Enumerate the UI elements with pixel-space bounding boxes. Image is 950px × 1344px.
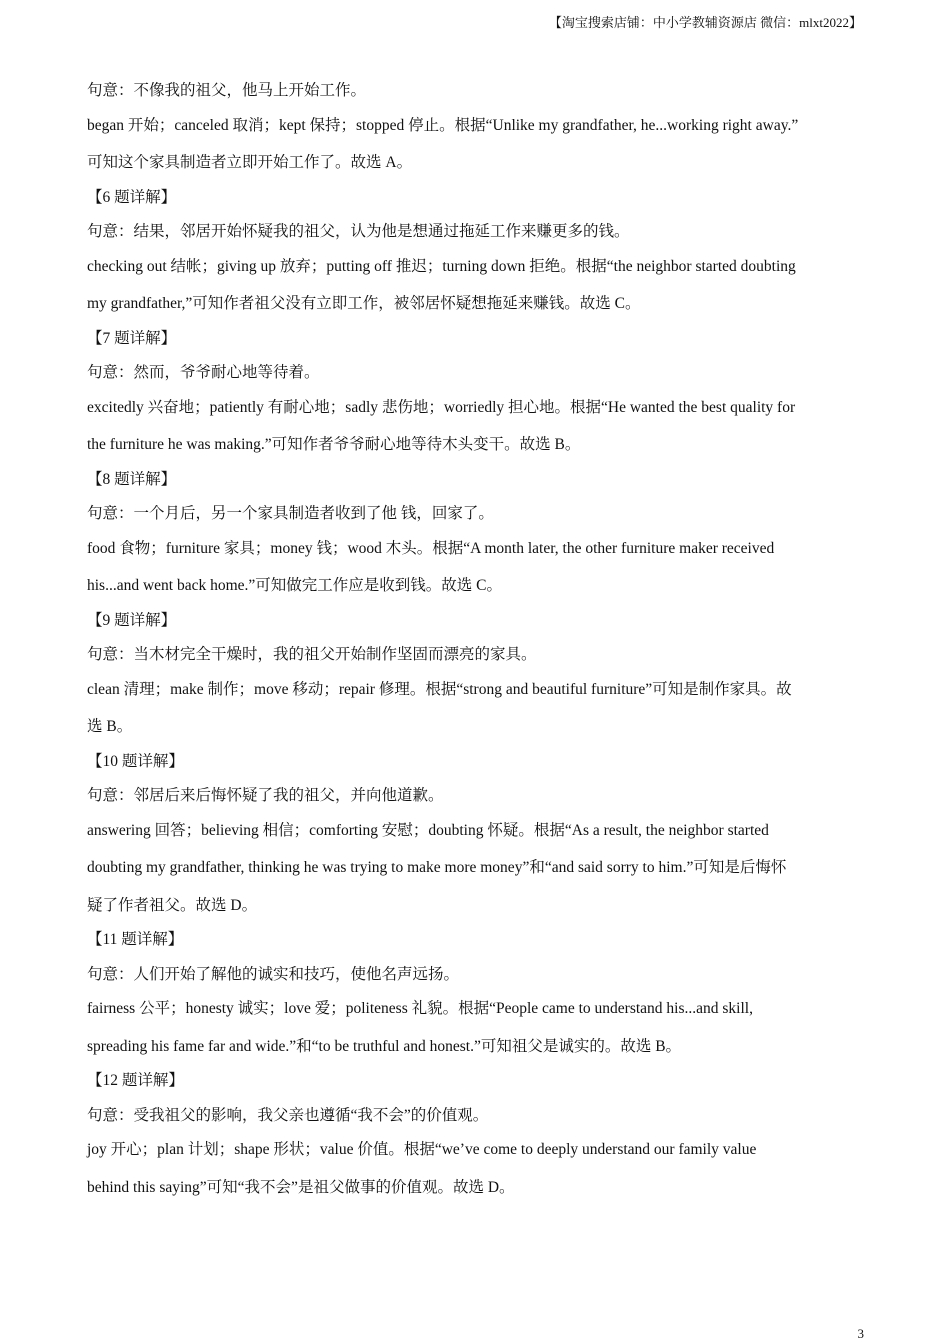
text-line: joy 开心；plan 计划；shape 形状；value 价值。根据“we’ve come to deeply understand our family value bbox=[87, 1141, 757, 1158]
sentence-meaning bbox=[87, 643, 863, 667]
question-heading bbox=[87, 186, 863, 210]
sentence-meaning bbox=[87, 79, 863, 103]
text-line: 疑了作者祖父。故选 D。 bbox=[87, 896, 258, 914]
text-line: behind this saying”可知“我不会”是祖父做事的价值观。故选 D。 bbox=[87, 1178, 515, 1196]
explanation-paragraph bbox=[87, 255, 863, 317]
explanation-paragraph bbox=[87, 819, 863, 918]
sentence-meaning bbox=[87, 502, 863, 526]
text-line: 【10 题详解】 bbox=[87, 752, 184, 770]
text-line: 【7 题详解】 bbox=[87, 329, 177, 347]
text-line: my grandfather,”可知作者祖父没有立即工作，被邻居怀疑想拖延来赚钱。故选 C。 bbox=[87, 295, 641, 312]
text-line: 句意：当木材完全干燥时，我的祖父开始制作坚固而漂亮的家具。 bbox=[87, 646, 537, 663]
text-line: 选 B。 bbox=[87, 718, 133, 735]
explanation-paragraph bbox=[87, 678, 863, 740]
page-header: 【淘宝搜索店铺：中小学教辅资源店 微信：mlxt2022】 bbox=[548, 15, 862, 30]
text-line: fairness 公平；honesty 诚实；love 爱；politeness 礼貌。根据“People came to understand his...and skill, bbox=[87, 1000, 753, 1017]
text-line: food 食物；furniture 家具；money 钱；wood 木头。根据“A month later, the other furniture maker received bbox=[87, 539, 775, 557]
text-line: 【9 题详解】 bbox=[87, 611, 177, 629]
text-line: 可知这个家具制造者立即开始工作了。故选 A。 bbox=[87, 154, 413, 171]
question-heading bbox=[87, 468, 863, 492]
text-line: excitedly 兴奋地；patiently 有耐心地；sadly 悲伤地；worriedly 担心地。根据“He wanted the best quality for bbox=[87, 398, 796, 416]
text-line: spreading his fame far and wide.”和“to be truthful and honest.”可知祖父是诚实的。故选 B。 bbox=[87, 1037, 682, 1055]
text-line: 句意：然而，爷爷耐心地等待着。 bbox=[87, 364, 320, 381]
text-line: 【11 题详解】 bbox=[87, 931, 184, 948]
text-line: 句意：结果，邻居开始怀疑我的祖父，认为他是想通过拖延工作来赚更多的钱。 bbox=[87, 223, 630, 240]
text-line: doubting my grandfather, thinking he was trying to make more money”和“and said sorry to him.”可知是后悔怀 bbox=[87, 859, 787, 876]
explanation-paragraph bbox=[87, 114, 863, 176]
text-line: checking out 结帐；giving up 放弃；putting off 推迟；turning down 拒绝。根据“the neighbor started doubting bbox=[87, 257, 796, 275]
text-line: began 开始；canceled 取消；kept 保持；stopped 停止。根据“Unlike my grandfather, he...working right away.” bbox=[87, 116, 799, 134]
text-line: 句意：人们开始了解他的诚实和技巧，使他名声远扬。 bbox=[87, 965, 460, 983]
question-heading bbox=[87, 1069, 863, 1093]
sentence-meaning bbox=[87, 1104, 863, 1128]
text-line: 句意：受我祖父的影响，我父亲也遵循“我不会”的价值观。 bbox=[87, 1106, 489, 1124]
sentence-meaning bbox=[87, 963, 863, 987]
explanation-paragraph bbox=[87, 997, 863, 1059]
question-heading bbox=[87, 327, 863, 351]
sentence-meaning bbox=[87, 361, 863, 385]
text-line: 【8 题详解】 bbox=[87, 470, 177, 488]
text-line: answering 回答；believing 相信；comforting 安慰；doubting 怀疑。根据“As a result, the neighbor started bbox=[87, 821, 769, 839]
text-line: the furniture he was making.”可知作者爷爷耐心地等待木头变干。故选 B。 bbox=[87, 436, 581, 453]
text-line: 句意：不像我的祖父，他马上开始工作。 bbox=[87, 82, 367, 99]
explanation-paragraph bbox=[87, 537, 863, 599]
text-line: clean 清理；make 制作；move 移动；repair 修理。根据“strong and beautiful furniture”可知是制作家具。故 bbox=[87, 680, 792, 698]
page-number: 3 bbox=[857, 1326, 864, 1341]
text-line: his...and went back home.”可知做完工作应是收到钱。故选 C。 bbox=[87, 577, 503, 594]
sentence-meaning bbox=[87, 784, 863, 808]
question-heading bbox=[87, 750, 863, 774]
explanation-paragraph bbox=[87, 1138, 863, 1200]
question-heading bbox=[87, 928, 863, 952]
text-line: 句意：邻居后来后悔怀疑了我的祖父，并向他道歉。 bbox=[87, 787, 444, 804]
sentence-meaning bbox=[87, 220, 863, 244]
text-line: 句意：一个月后，另一个家具制造者收到了他 钱，回家了。 bbox=[87, 505, 494, 522]
document-body bbox=[87, 79, 863, 1210]
text-line: 【12 题详解】 bbox=[87, 1072, 184, 1089]
question-heading bbox=[87, 609, 863, 633]
explanation-paragraph bbox=[87, 396, 863, 458]
text-line: 【6 题详解】 bbox=[87, 188, 177, 206]
